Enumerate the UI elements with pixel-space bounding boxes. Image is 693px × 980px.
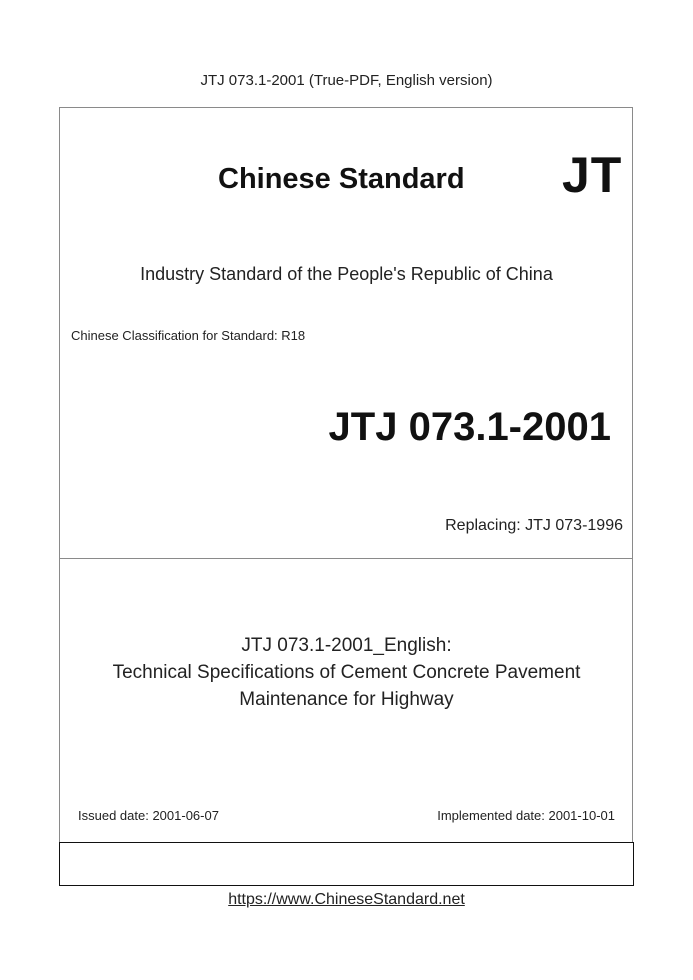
empty-footer-box	[59, 842, 634, 886]
document-title-line: Maintenance for Highway	[239, 689, 454, 710]
implemented-date: Implemented date: 2001-10-01	[437, 808, 615, 823]
replacing-label: Replacing: JTJ 073-1996	[445, 517, 623, 534]
page-header: JTJ 073.1-2001 (True-PDF, English version)	[200, 72, 493, 89]
footer	[0, 891, 693, 909]
standard-number: JTJ 073.1-2001	[328, 405, 611, 449]
issued-date: Issued date: 2001-06-07	[78, 808, 219, 823]
cover-title: Chinese Standard	[218, 163, 465, 195]
industry-standard-line: Industry Standard of the People's Republic of China	[140, 264, 553, 284]
classification-label: Chinese Classification for Standard: R18	[71, 328, 306, 343]
document-title-line: Technical Specifications of Cement Concrete Pavement	[112, 662, 581, 683]
jt-logo: JT	[562, 147, 623, 203]
document-title-line: JTJ 073.1-2001_English:	[241, 635, 452, 656]
website-link[interactable]: https://www.ChineseStandard.net	[228, 891, 465, 908]
document-title	[0, 632, 693, 713]
